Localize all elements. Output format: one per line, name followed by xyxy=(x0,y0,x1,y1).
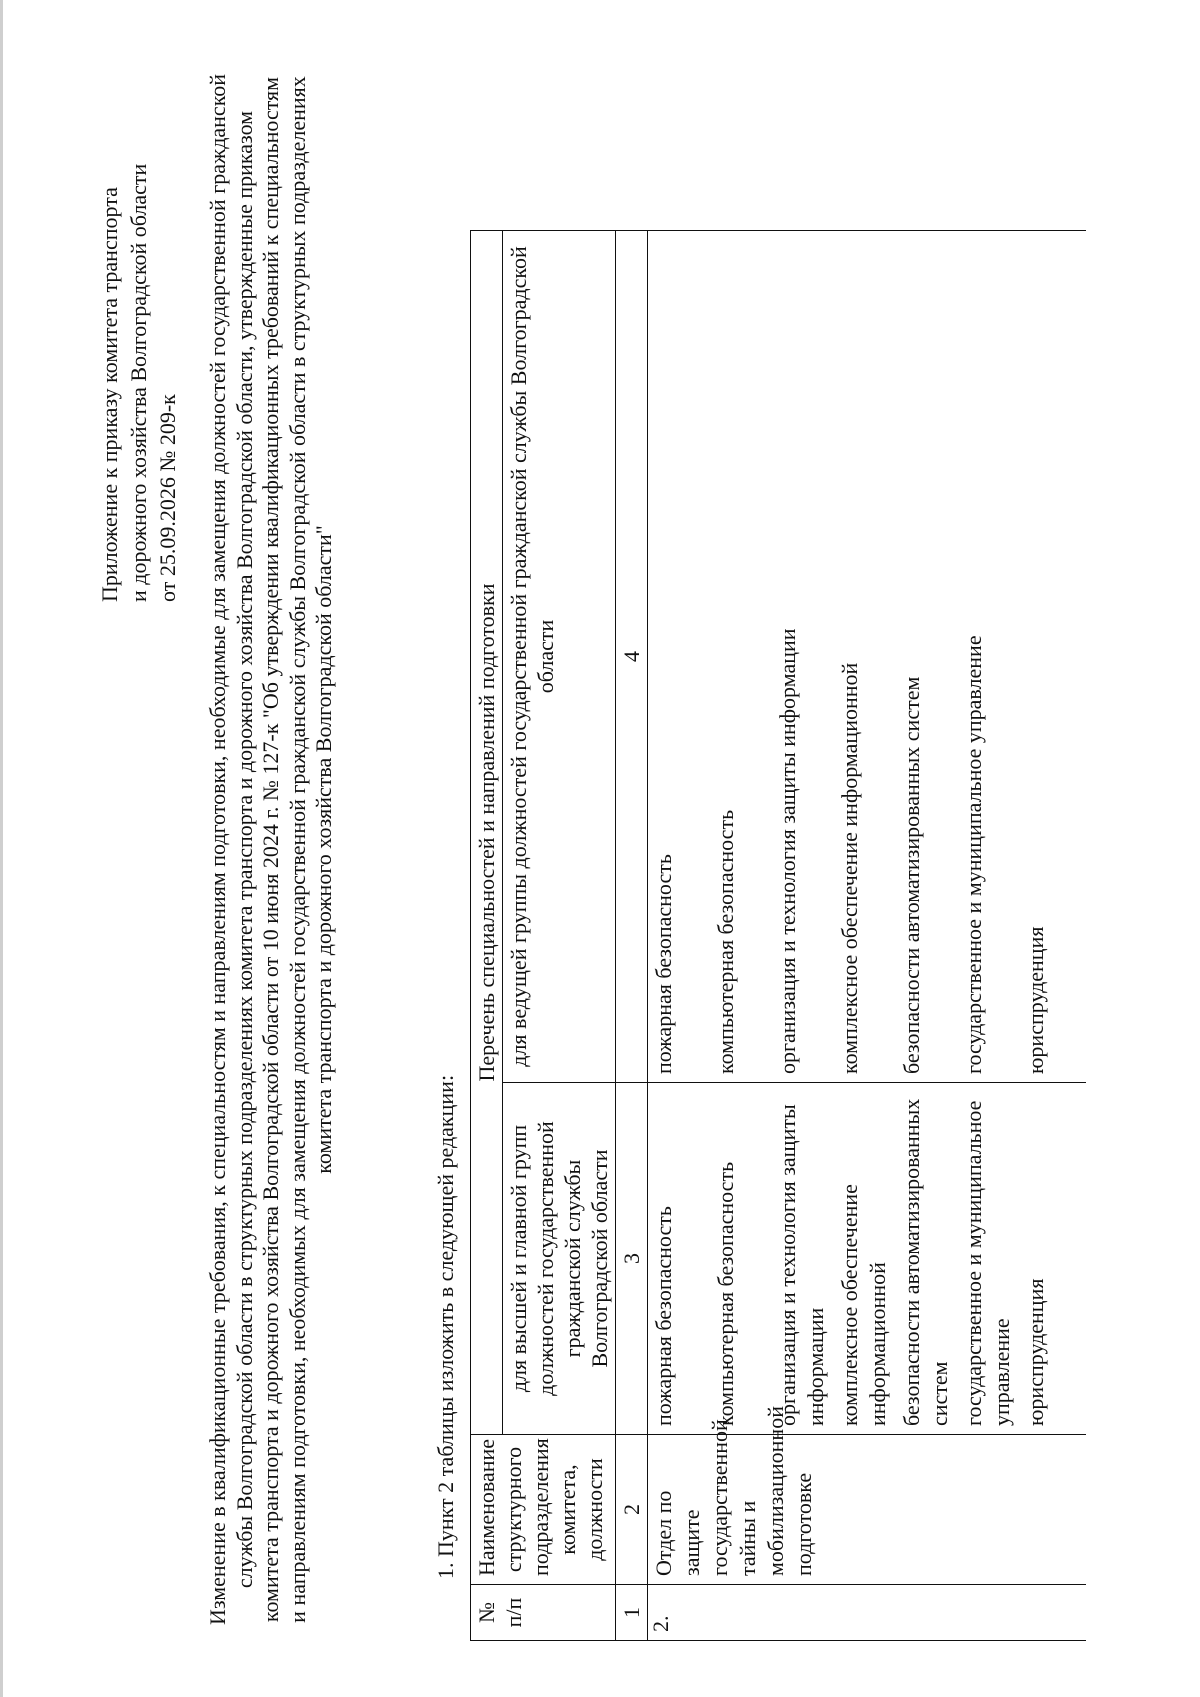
row-division: Отдел по защите государственной тайны и мобилизационной подготовке xyxy=(648,1435,1087,1585)
row-specialties-senior xyxy=(648,1083,1087,1435)
list-item: организация и технология защиты информации xyxy=(775,1104,828,1426)
list-item: пожарная безопасность xyxy=(651,854,676,1074)
appendix-line: от 25.09.2026 № 209-к xyxy=(155,394,180,602)
header-division: Наименование структурного подразделения комитета, должности xyxy=(471,1435,616,1585)
appendix-block xyxy=(95,142,182,602)
document-heading: Изменение в квалификационные требования, к специальностям и направлениям подготовки, необходимые для замещения должностей государственной гражданской службы Волгоградской области в структурных подразделениях комитета транспорта и дорожного хозяйства Волгоградской области, утвержденные приказом комитета транспорта и дорожного хозяйства Волгоградской области от 10 июня 2024 г. № 127-к "Об утверждении квалификационных требований к специальностям и направлениям подготовки, необходимых для замещения должностей государственной гражданской службы Волгоградской области в структурных подразделениях комитета транспорта и дорожного хозяйства Волгоградской области" xyxy=(205,73,336,1626)
header-specialties-group: Перечень специальностей и направлений подготовки xyxy=(471,230,503,1434)
column-number-3: 3 xyxy=(616,1083,648,1435)
header-senior-groups: для высшей и главной групп должностей государственной гражданской службы Волгоградской области xyxy=(503,1083,616,1435)
list-item: юриспруденция xyxy=(1023,1278,1048,1426)
list-item: юриспруденция xyxy=(1023,926,1048,1074)
requirements-table xyxy=(470,230,1086,1641)
column-number-4: 4 xyxy=(616,230,648,1082)
list-item: безопасности автоматизированных систем xyxy=(899,1098,952,1426)
list-item: пожарная безопасность xyxy=(651,1206,676,1426)
appendix-line: Приложение к приказу комитета транспорта xyxy=(97,187,122,602)
header-number: № п/п xyxy=(471,1585,616,1641)
list-item: безопасности автоматизированных систем xyxy=(899,676,924,1074)
list-item: компьютерная безопасность xyxy=(713,809,738,1074)
list-item: организация и технология защиты информации xyxy=(775,628,800,1074)
list-item: компьютерная безопасность xyxy=(713,1161,738,1426)
requirements-table-wrap xyxy=(470,230,1086,1641)
list-item: государственное и муниципальное управление xyxy=(961,1100,1014,1426)
row-number: 2. xyxy=(648,1585,1087,1641)
list-item: комплексное обеспечение информационной xyxy=(837,1184,890,1426)
appendix-line: и дорожного хозяйства Волгоградской области xyxy=(126,163,151,602)
list-item: комплексное обеспечение информационной xyxy=(837,662,862,1074)
column-number-1: 1 xyxy=(616,1585,648,1641)
intro-paragraph: 1. Пункт 2 таблицы изложить в следующей редакции: xyxy=(433,1074,458,1579)
list-item: государственное и муниципальное управление xyxy=(961,635,986,1074)
row-specialties-leading xyxy=(648,230,1087,1082)
header-leading-group: для ведущей группы должностей государственной гражданской службы Волгоградской области xyxy=(503,230,616,1082)
table-row xyxy=(648,230,1087,1640)
column-number-2: 2 xyxy=(616,1435,648,1585)
